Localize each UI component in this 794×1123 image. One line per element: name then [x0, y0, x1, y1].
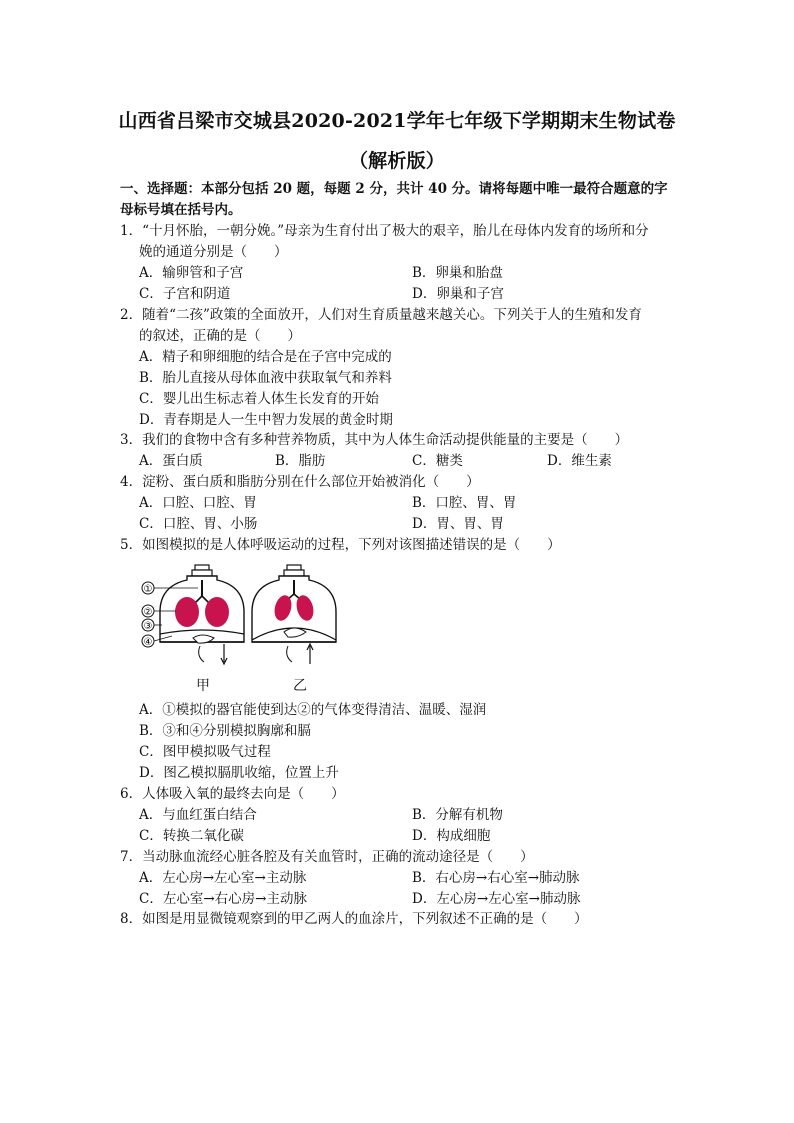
- question-2-stem: 2．随着“二孩”政策的全面放开，人们对生育质量越来越关心。下列关于人的生殖和发育: [120, 307, 642, 323]
- option-1d: D．卵巢和子宫: [412, 286, 504, 302]
- option-2d: D．青春期是人一生中智力发展的黄金时期: [139, 412, 393, 428]
- question-7-stem: 7．当动脉血流经心脏各腔及有关血管时，正确的流动途径是（ ）: [120, 849, 534, 865]
- caption-jia: 甲: [196, 678, 210, 694]
- label-1: ①: [143, 584, 153, 595]
- jar-jia: [160, 565, 244, 664]
- option-4c: C．口腔、胃、小肠: [139, 516, 258, 532]
- option-5a: A．①模拟的器官能使到达②的气体变得清洁、温暖、湿润: [139, 702, 487, 718]
- option-7d: D．左心房→左心室→肺动脉: [412, 891, 581, 907]
- option-3c: C．糖类: [412, 453, 463, 469]
- option-3b: B．脂肪: [275, 453, 326, 469]
- option-2a: A．精子和卵细胞的结合是在子宫中完成的: [139, 349, 392, 365]
- option-7a: A．左心房→左心室→主动脉: [139, 870, 307, 886]
- option-3a: A．蛋白质: [139, 453, 203, 469]
- option-5c: C．图甲模拟吸气过程: [139, 744, 271, 760]
- option-7b: B．右心房→右心室→肺动脉: [412, 870, 580, 886]
- section-heading-line: 一、选择题：本部分包括 20 题，每题 2 分，共计 40 分。请将每题中唯一最符合题意的字: [120, 181, 668, 197]
- question-1-stem: 1．“十月怀胎，一朝分娩。”母亲为生育付出了极大的艰辛，胎儿在母体内发育的场所和分: [120, 223, 649, 239]
- option-2b: B．胎儿直接从母体血液中获取氧气和养料: [139, 370, 392, 386]
- lung-left: [175, 597, 199, 627]
- label-4: ④: [143, 637, 153, 648]
- option-6a: A．与血红蛋白结合: [139, 807, 257, 823]
- option-7c: C．左心室→右心房→主动脉: [139, 891, 307, 907]
- option-4d: D．胃、胃、胃: [412, 516, 504, 532]
- option-4a: A．口腔、口腔、胃: [139, 495, 257, 511]
- page-subtitle: （解析版）: [348, 150, 445, 172]
- option-1b: B．卵巢和胎盘: [412, 265, 503, 281]
- bell-jar-diagram: [138, 560, 338, 700]
- option-2c: C．婴儿出生标志着人体生长发育的开始: [139, 391, 379, 407]
- option-3d: D．维生素: [547, 453, 612, 469]
- option-6c: C．转换二氧化碳: [139, 828, 244, 844]
- question-6-stem: 6．人体吸入氧的最终去向是（ ）: [120, 786, 345, 802]
- question-8-stem: 8．如图是用显微镜观察到的甲乙两人的血涂片，下列叙述不正确的是（ ）: [120, 911, 588, 927]
- question-2-stem-cont: 的叙述，正确的是（ ）: [139, 328, 301, 344]
- jar-yi: [252, 565, 336, 664]
- lung-right: [205, 597, 229, 627]
- option-1a: A．输卵管和子宫: [139, 265, 244, 281]
- option-5d: D．图乙模拟膈肌收缩，位置上升: [139, 765, 339, 781]
- question-1-stem-cont: 娩的通道分别是（ ）: [139, 244, 288, 260]
- label-3: ③: [143, 621, 153, 632]
- question-4-stem: 4．淀粉、蛋白质和脂肪分别在什么部位开始被消化（ ）: [120, 474, 480, 490]
- option-1c: C．子宫和阴道: [139, 286, 231, 302]
- option-6b: B．分解有机物: [412, 807, 503, 823]
- question-5-stem: 5．如图模拟的是人体呼吸运动的过程，下列对该图描述错误的是（ ）: [120, 537, 561, 553]
- section-heading-line: 母标号填在括号内。: [120, 202, 242, 218]
- question-3-stem: 3．我们的食物中含有多种营养物质，其中为人体生命活动提供能量的主要是（ ）: [120, 432, 629, 448]
- label-2: ②: [143, 607, 153, 618]
- option-4b: B．口腔、胃、胃: [412, 495, 517, 511]
- section-heading: [120, 179, 680, 221]
- page-title: 山西省吕梁市交城县2020-2021学年七年级下学期期末生物试卷: [118, 110, 676, 132]
- breathing-model-figure: [138, 560, 338, 700]
- option-6d: D．构成细胞: [412, 828, 491, 844]
- option-5b: B．③和④分别模拟胸廓和膈: [139, 723, 311, 739]
- caption-yi: 乙: [293, 678, 307, 694]
